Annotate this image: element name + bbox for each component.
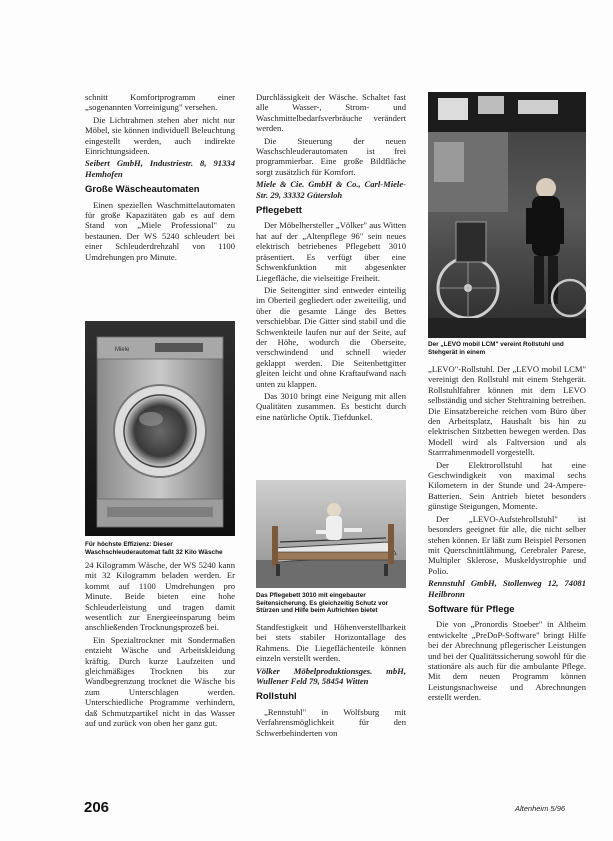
washer-caption: Für höchste Effizienz: Dieser Waschschleuderautomat faßt 32 Kilo Wäsche (85, 541, 223, 556)
col1-paragraph-5: Ein Spezialtrockner mit Sondermaßen entzieht Wäsche und Arbeitskleidung kräftig. Durch kurze Laufzeiten und gleichmäßiges Trocknen bis zur Wandbegrenzung trocknet die Wäsche bis zum Unterschlagen werden. Unterschiedliche Programme verhindern, daß Schmutzpartikel nicht in das Wasser auf und zurück von oben her ganz gut. (85, 634, 235, 729)
washer-photo (85, 321, 235, 536)
col3-paragraph-3: Der „LEVO-Aufstehrollstuhl" ist besonders geeignet für alle, die nicht selber stehen können. Er läßt zum Beispiel Personen mit Querschnittlähmung, Cerebraler Parese, Multipler Sklerose, Muskeldystrophie und Polio. (428, 513, 586, 576)
col2-paragraph-3: Der Möbelhersteller „Völker" aus Witten hat auf der „Altenpflege 96" sein neues elektrisch betriebenes Pflegebett 3010 präsentiert. Es verfügt über eine Schwenkfunktion mit abgesenkter Liegefläche, die vielseitige Freiheit. (256, 220, 406, 283)
page-number: 206 (84, 799, 110, 816)
column-1-continued (85, 560, 235, 731)
col2-paragraph-2: Die Steuerung der neuen Waschschleuderautomaten ist frei programmierbar. Eine große Bildfläche sorgt zusätzlich für Komfort. (256, 135, 406, 177)
wheelchair-photo (428, 92, 586, 338)
col2-heading-1: Pflegebett (256, 205, 302, 217)
col2-source-1: Miele & Cie. GmbH & Co., Carl-Miele-Str. 29, 33332 Gütersloh (256, 179, 406, 200)
bed-image (256, 480, 406, 588)
col2-paragraph-5: Das 3010 bringt eine Neigung mit allen Qualitäten zusammen. Es besticht durch eine natürliche Optik. Tiefdunkel. (256, 390, 406, 422)
journal-footer: Altenheim 5/96 (515, 804, 566, 813)
col3-paragraph-4: Die von „Pronordis Stoeber" in Altheim entwickelte „PreDoP-Software" bringt Hilfe bei der Abrechnung pflegerischer Leistungen und bei der Qualitätssicherung sowohl für die stationäre als auch für die ambulante Pflege. Mit dem neuen Programm können Leistungsnachweise und Abrechnungen erstellt werden. (428, 619, 586, 703)
column-1 (85, 92, 235, 264)
col1-paragraph-3: Einen speziellen Waschmittelautomaten für große Kapazitäten gab es auf dem Stand von „Miele Professional" zu bestaunen. Der WS 5240 schleudert bei einer Schleuderdrehzahl von 1100 Umdrehungen pro Minute. (85, 199, 235, 262)
col2-paragraph-1: Durchlässigkeit der Wäsche. Schaltet fast alle Wasser-, Strom- und Waschmittelbedarfsverbräuche verändert werden. (256, 92, 406, 134)
wheelchair-image (428, 92, 586, 338)
col1-heading-1: Große Wäscheautomaten (85, 184, 200, 196)
col3-source-1: Rennstuhl GmbH, Stollenweg 12, 74081 Heilbronn (428, 578, 586, 599)
bed-caption: Das Pflegebett 3010 mit eingebauter Seitensicherung. Es gleichzeitig Schutz vor Stürzen und Hilfe beim Aufrichten bietet (256, 592, 389, 615)
col1-source-1: Seibert GmbH, Industriestr. 8, 91334 Hemhofen (85, 158, 235, 179)
washer-image (85, 321, 235, 536)
col2-paragraph-6: Standfestigkeit und Höhenverstellbarkeit bei stets stabiler Horizontallage des Rahmens. Die Liegeflächenteile können einzeln verstellt werden. (256, 622, 406, 664)
wheelchair-caption: Der „LEVO mobil LCM" vereint Rollstuhl und Stehgerät in einem (428, 341, 564, 356)
washer-brand-label: Miele (115, 347, 130, 353)
column-2 (256, 92, 406, 424)
col2-paragraph-4: Die Seitengitter sind entweder einteilig im Oberteil gegliedert oder zweiteilig, und über die gesamte Länge des Bettes verschiebbar. Die Gitter sind stabil und die Schwenkteile laufen nur auf der Seite, auf der Höhe, wodurch die Oberseite, verschwindend und schnell wieder geklappt werden. Die Seitenbettgitter gleiten leicht und ohne Kraftaufwand nach unten zu klappen. (256, 284, 406, 389)
col1-paragraph-4: 24 Kilogramm Wäsche, der WS 5240 kann mit 32 Kilogramm beladen werden. Er kommt auf 1100 Umdrehungen pro Minute. Beide bieten eine hohe Schleuderleistung und tragen damit wesentlich zur Energieeinsparung beim anschließenden Trocknungsprozeß bei. (85, 560, 235, 633)
column-3 (428, 364, 586, 705)
col1-paragraph-2: Die Lichtrahmen stehen aber nicht nur Möbel, sie können individuell Beleuchtung eingestellt werden, auch indirekte Einrichtungsideen. (85, 114, 235, 157)
col3-heading-1: Software für Pflege (428, 603, 515, 615)
col3-paragraph-2: Der Elektrorollstuhl hat eine Geschwindigkeit von maximal sechs Kilometern in der Stunde und 24-Ampere-Batterien. Sein Antrieb bietet besonders günstige Steigungen, Momente. (428, 459, 586, 512)
col2-paragraph-7: „Rennstuhl" in Wolfsburg mit Verfahrensmöglichkeit für den Schwerbehinderten von (256, 706, 406, 738)
col2-heading-2: Rollstuhl (256, 691, 297, 703)
col3-paragraph-1: „LEVO"-Rollstuhl. Der „LEVO mobil LCM" vereinigt den Rollstuhl mit einem Stehgerät. Rollstuhlfahrer können mit dem LEVO selbständig und sicher Stehtraining betreiben. Die Einsatzbereiche reichen vom Büro über den Arbeitsplatz, Haushalt bis hin zu elektrischen Sitzbetten bewegen werden. Das Modell wird als Faltversion und als Starrrahmenmodell vorgestellt. (428, 364, 586, 458)
col2-source-2: Völker Möbelproduktionsges. mbH, Wullener Feld 79, 58454 Witten (256, 665, 406, 687)
column-2-continued (256, 622, 406, 740)
bed-photo (256, 480, 406, 588)
col1-paragraph-1: schnitt Komfortprogramm einer „sogenannten Vorreinigung" versehen. (85, 92, 235, 113)
